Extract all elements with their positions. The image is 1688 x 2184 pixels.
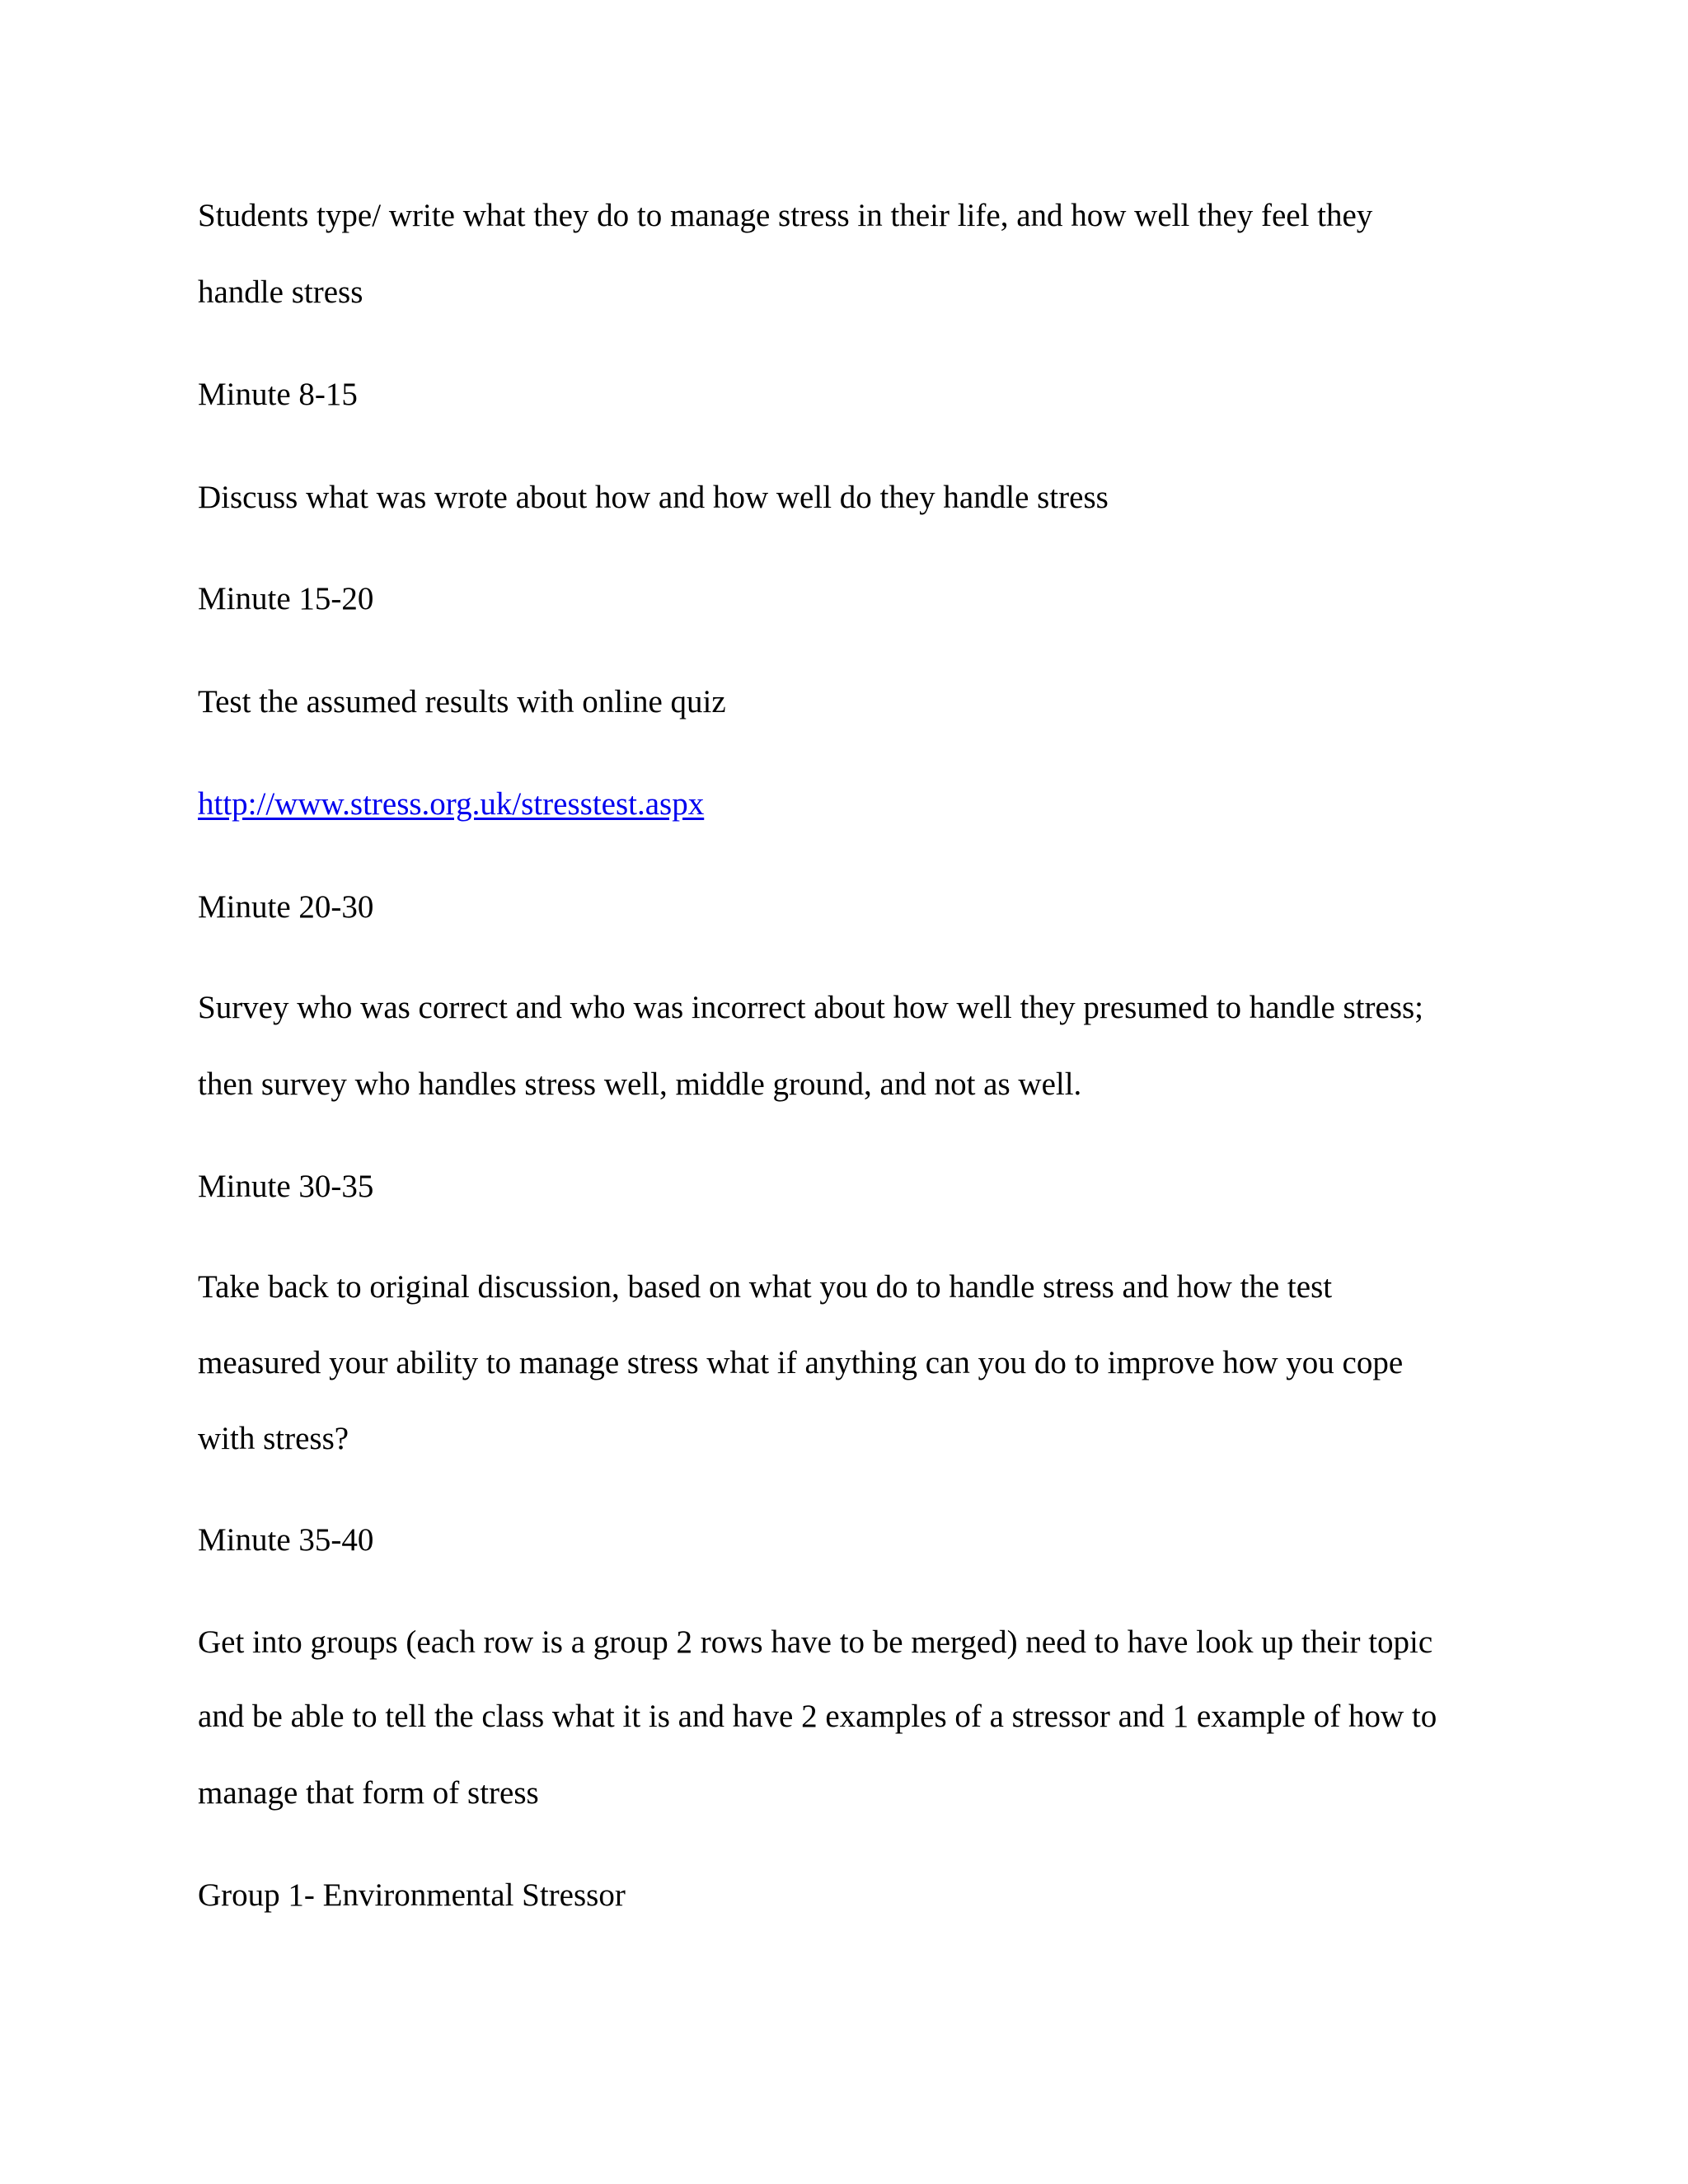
section-heading-minute: Minute 20-30 (198, 889, 374, 925)
paragraph-line: Test the assumed results with online quiz (198, 684, 726, 719)
section-heading-minute: Minute 35-40 (198, 1522, 374, 1558)
paragraph-line: measured your ability to manage stress what if anything can you do to improve how you cope (198, 1345, 1404, 1380)
paragraph-line: manage that form of stress (198, 1775, 539, 1811)
section-heading-minute: Minute 8-15 (198, 377, 358, 412)
paragraph-line: Take back to original discussion, based on what you do to handle stress and how the test (198, 1269, 1333, 1305)
paragraph-line: Get into groups (each row is a group 2 rows have to be merged) need to have look up their topic (198, 1624, 1433, 1660)
section-heading-minute: Minute 15-20 (198, 581, 374, 616)
paragraph-line: and be able to tell the class what it is and have 2 examples of a stressor and 1 example of how to (198, 1699, 1437, 1734)
section-heading-minute: Minute 30-35 (198, 1169, 374, 1204)
paragraph-line: then survey who handles stress well, middle ground, and not as well. (198, 1066, 1082, 1102)
paragraph-line: Students type/ write what they do to manage stress in their life, and how well they feel they (198, 198, 1373, 233)
paragraph-line: handle stress (198, 274, 363, 310)
paragraph-line: Survey who was correct and who was incorrect about how well they presumed to handle stress; (198, 990, 1424, 1025)
group-heading: Group 1- Environmental Stressor (198, 1877, 626, 1913)
stress-test-link[interactable]: http://www.stress.org.uk/stresstest.aspx (198, 786, 705, 822)
paragraph-line: with stress? (198, 1421, 349, 1456)
paragraph-line: Discuss what was wrote about how and how well do they handle stress (198, 480, 1109, 515)
